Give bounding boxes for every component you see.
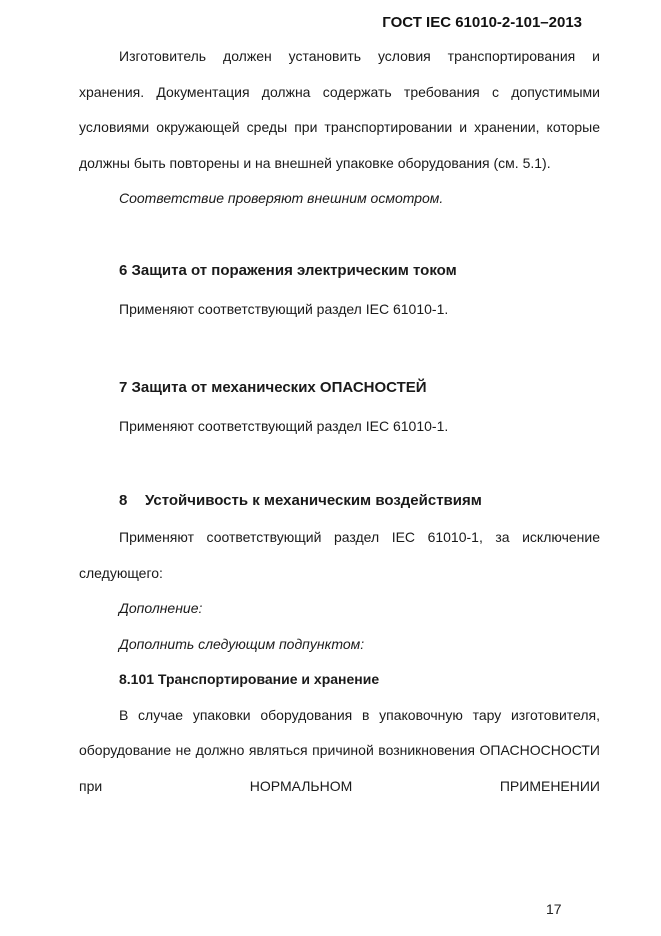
paragraph-storage-requirements: Изготовитель должен установить условия транспортирования и хранения. Документация должна содержать требования с допустимыми условиями окружающей среды при транспортировании и хранении, которые должны быть повторены и на внешней упаковке оборудования (см. 5.1).: [79, 48, 600, 171]
section-7-heading: 7 Защита от механических ОПАСНОСТЕЙ: [119, 378, 427, 396]
compliance-note: Соответствие проверяют внешним осмотром.: [119, 190, 444, 206]
section-6-heading: 6 Защита от поражения электрическим током: [119, 261, 457, 279]
section-8-title: Устойчивость к механическим воздействиям: [145, 491, 482, 509]
section-7-text: Применяют соответствующий раздел IEC 61010-1.: [119, 418, 449, 434]
page-content: [79, 39, 600, 804]
section-8-text: Применяют соответствующий раздел IEC 61010-1, за исключение следующего:: [79, 529, 600, 581]
addition-label: Дополнение:: [119, 600, 203, 616]
document-header-standard: ГОСТ IEC 61010-2-101–2013: [382, 14, 582, 31]
subsection-8-101-heading: 8.101 Транспортирование и хранение: [119, 671, 380, 687]
section-8-number: 8: [119, 491, 128, 509]
subsection-8-101-text: В случае упаковки оборудования в упаковочную тару изготовителя, оборудование не должно являться причиной возникновения ОПАСНОСНОСТИ при НОРМАЛЬНОМ ПРИМЕНЕНИИ: [79, 706, 600, 794]
addition-instruction: Дополнить следующим подпунктом:: [119, 635, 365, 652]
section-6-text: Применяют соответствующий раздел IEC 61010-1.: [119, 301, 449, 317]
page-number: 17: [546, 901, 562, 917]
section-8-heading: [79, 483, 600, 519]
